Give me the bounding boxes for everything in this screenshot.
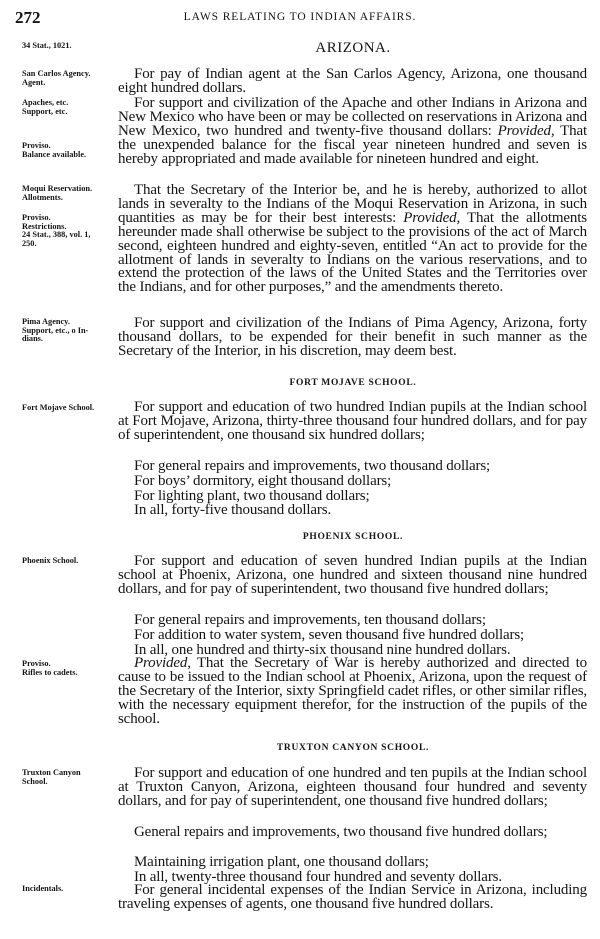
margin-note-proviso-rifles: Proviso. Rifles to cadets.: [22, 659, 78, 677]
running-title: LAWS RELATING TO INDIAN AFFAIRS.: [183, 11, 417, 23]
item-phoenix-repairs: For general repairs and improvements, ten thousand dollars;: [134, 612, 486, 628]
section-title-truxton: TRUXTON CANYON SCHOOL.: [276, 743, 430, 753]
paragraph-moqui: That the Secretary of the Interior be, and he is hereby, authorized to allot lands in severalty to the Indians of the Moqui Reservation in Arizona, in such quantities as may be for their best interests: Provided, That the allotments hereunder made shall otherwise be subject to the provisions of the act of March second, eighteen hundred and eighty-seven, entitled “An act to provide for the allotment of lands in severalty to Indians on the various reservations, and to extend the protection of the laws of the United States and the Territories over the Indians, and for other purposes,” and the amendments thereto.: [118, 182, 587, 296]
item-truxton-irrigation: Maintaining irrigation plant, one thousand dollars;: [134, 854, 429, 870]
paragraph-pima: For support and civilization of the Indians of Pima Agency, Arizona, forty thousand dollars, to be expended for their benefit in such manner as the Secretary of the Interior, in his discretion, may deem best.: [118, 315, 587, 359]
margin-note-proviso-balance: Proviso. Balance available.: [22, 141, 87, 159]
margin-note-pima: Pima Agency. Support, etc., o In- dians.: [22, 317, 89, 344]
page-number: 272: [15, 8, 41, 27]
paragraph-fort-mojave: For support and education of two hundred Indian pupils at the Indian school at Fort Mojave, Arizona, thirty-three thousand four hundred dollars, and for pay of superintendent, one thousand six hundred dollars;: [118, 399, 587, 443]
item-mojave-lighting: For lighting plant, two thousand dollars;: [134, 488, 370, 504]
paragraph-incidentals: For general incidental expenses of the Indian Service in Arizona, including traveling expenses of agents, one thousand five hundred dollars.: [118, 882, 587, 912]
margin-note-proviso-restrictions: Proviso. Restrictions. 24 Stat., 388, vol. 1, 250.: [22, 213, 91, 248]
margin-note-truxton: Truxton Canyon School.: [22, 768, 81, 786]
paragraph-san-carlos: For pay of Indian agent at the San Carlos Agency, Arizona, one thousand eight hundred dollars.: [118, 66, 587, 96]
margin-note-moqui: Moqui Reservation. Allotments.: [22, 184, 93, 202]
paragraph-phoenix-proviso: Provided, That the Secretary of War is hereby authorized and directed to cause to be issued to the Indian school at Phoenix, Arizona, upon the request of the Secretary of the Interior, sixty Springfield cadet rifles, or other similar rifles, with the necessary equipment therefor, for the instruction of the pupils of the school.: [118, 655, 587, 727]
paragraph-apaches: For support and civilization of the Apache and other Indians in Arizona and New Mexico who have been or may be collected on reservations in Arizona and New Mexico, two hundred and twenty-five thousand dollars: Provided, That the unexpended balance for the fiscal year nineteen hundred and seven is hereby appropriated and made available for nineteen hundred and eight.: [118, 95, 587, 167]
margin-note-phoenix: Phoenix School.: [22, 556, 79, 565]
margin-note-san-carlos: San Carlos Agency. Agent.: [22, 69, 91, 87]
item-mojave-repairs: For general repairs and improvements, two thousand dollars;: [134, 458, 491, 474]
margin-note-apaches: Apaches, etc. Support, etc.: [22, 98, 69, 116]
margin-note-incidentals: Incidentals.: [22, 884, 64, 893]
margin-note-fort-mojave: Fort Mojave School.: [22, 403, 95, 412]
item-phoenix-total: In all, one hundred and thirty-six thousand nine hundred dollars.: [134, 642, 511, 658]
paragraph-phoenix: For support and education of seven hundred Indian pupils at the Indian school at Phoenix, Arizona, one hundred and sixteen thousand nine hundred dollars, and for pay of superintendent, two thousand five hundred dollars;: [118, 553, 587, 597]
section-title-phoenix: PHOENIX SCHOOL.: [302, 532, 404, 542]
item-truxton-total: In all, twenty-three thousand four hundred and seventy dollars.: [134, 869, 502, 885]
paragraph-truxton: For support and education of one hundred and ten pupils at the Indian school at Truxton Canyon, Arizona, eighteen thousand four hundred and seventy dollars, and for pay of superintendent, one thousand five hundred dollars;: [118, 765, 587, 809]
paragraph-truxton-repairs: General repairs and improvements, two thousand five hundred dollars;: [134, 824, 548, 840]
item-mojave-dormitory: For boys’ dormitory, eight thousand dollars;: [134, 473, 392, 489]
margin-note-stat: 34 Stat., 1021.: [22, 41, 72, 50]
state-title: ARIZONA.: [315, 40, 391, 56]
item-mojave-total: In all, forty-five thousand dollars.: [134, 502, 332, 518]
page-header: [15, 8, 585, 30]
section-title-fort-mojave: FORT MOJAVE SCHOOL.: [289, 378, 417, 388]
item-phoenix-water: For addition to water system, seven thousand five hundred dollars;: [134, 627, 525, 643]
